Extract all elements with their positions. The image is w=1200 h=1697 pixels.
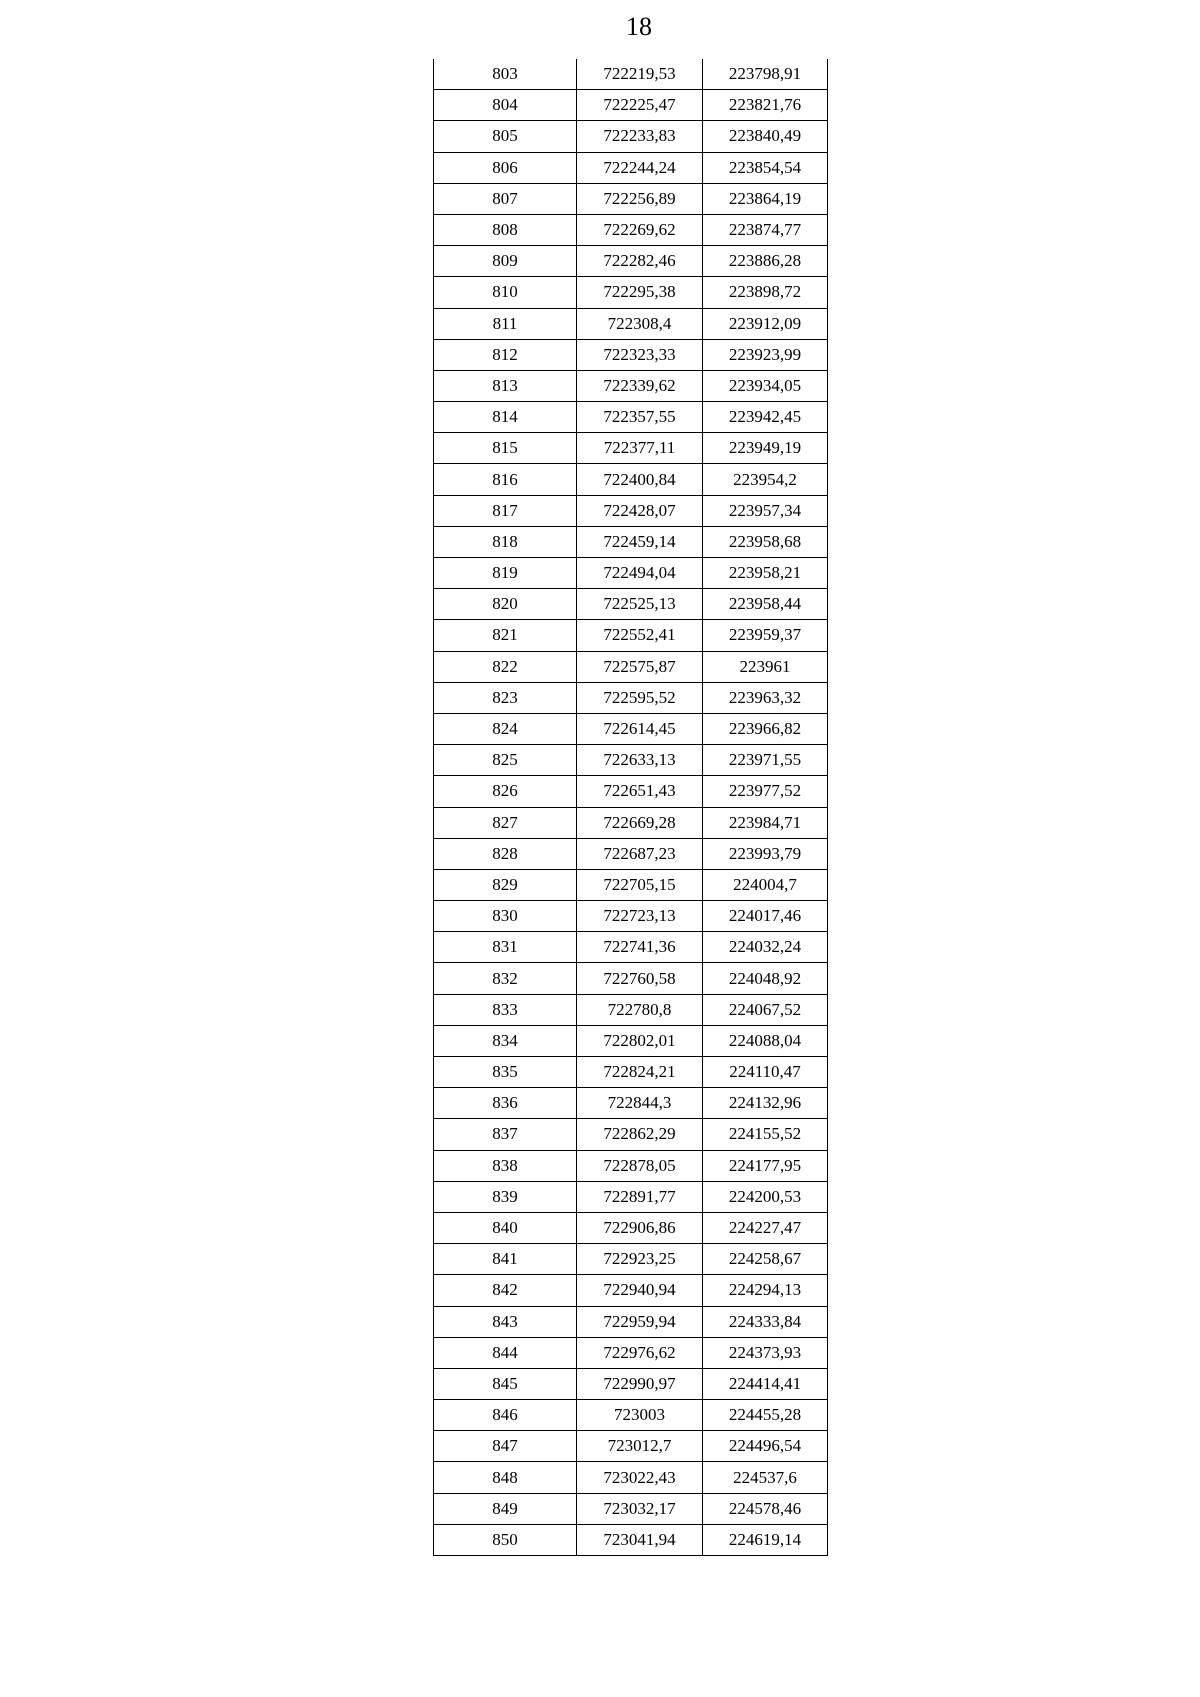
- x-coordinate-cell: 723012,7: [577, 1431, 703, 1462]
- x-coordinate-cell: 722723,13: [577, 901, 703, 932]
- page-number: 18: [626, 12, 652, 41]
- y-coordinate-cell: 224258,67: [703, 1244, 828, 1275]
- table-row: [434, 776, 828, 807]
- y-coordinate-cell: 224067,52: [703, 994, 828, 1025]
- coordinates-table-body: [434, 59, 828, 1556]
- x-coordinate-cell: 722428,07: [577, 495, 703, 526]
- point-number-cell: 828: [434, 838, 577, 869]
- y-coordinate-cell: 223977,52: [703, 776, 828, 807]
- y-coordinate-cell: 223942,45: [703, 402, 828, 433]
- x-coordinate-cell: 722891,77: [577, 1181, 703, 1212]
- point-number-cell: 814: [434, 402, 577, 433]
- y-coordinate-cell: 223958,68: [703, 526, 828, 557]
- point-number-cell: 825: [434, 745, 577, 776]
- y-coordinate-cell: 223958,44: [703, 589, 828, 620]
- y-coordinate-cell: 224110,47: [703, 1057, 828, 1088]
- y-coordinate-cell: 223898,72: [703, 277, 828, 308]
- y-coordinate-cell: 223966,82: [703, 713, 828, 744]
- point-number-cell: 824: [434, 713, 577, 744]
- point-number-cell: 834: [434, 1025, 577, 1056]
- y-coordinate-cell: 223874,77: [703, 214, 828, 245]
- y-coordinate-cell: 224200,53: [703, 1181, 828, 1212]
- y-coordinate-cell: 223971,55: [703, 745, 828, 776]
- point-number-cell: 844: [434, 1337, 577, 1368]
- table-row: [434, 495, 828, 526]
- point-number-cell: 820: [434, 589, 577, 620]
- y-coordinate-cell: 224132,96: [703, 1088, 828, 1119]
- table-row: [434, 90, 828, 121]
- x-coordinate-cell: 722633,13: [577, 745, 703, 776]
- y-coordinate-cell: 223958,21: [703, 558, 828, 589]
- y-coordinate-cell: 224414,41: [703, 1368, 828, 1399]
- table-row: [434, 121, 828, 152]
- y-coordinate-cell: 223934,05: [703, 370, 828, 401]
- x-coordinate-cell: 722976,62: [577, 1337, 703, 1368]
- point-number-cell: 829: [434, 869, 577, 900]
- y-coordinate-cell: 224032,24: [703, 932, 828, 963]
- point-number-cell: 823: [434, 682, 577, 713]
- point-number-cell: 842: [434, 1275, 577, 1306]
- x-coordinate-cell: 722295,38: [577, 277, 703, 308]
- point-number-cell: 812: [434, 339, 577, 370]
- point-number-cell: 815: [434, 433, 577, 464]
- x-coordinate-cell: 722862,29: [577, 1119, 703, 1150]
- table-row: [434, 339, 828, 370]
- table-row: [434, 1306, 828, 1337]
- y-coordinate-cell: 223961: [703, 651, 828, 682]
- y-coordinate-cell: 224017,46: [703, 901, 828, 932]
- x-coordinate-cell: 722614,45: [577, 713, 703, 744]
- x-coordinate-cell: 722323,33: [577, 339, 703, 370]
- table-row: [434, 620, 828, 651]
- point-number-cell: 808: [434, 214, 577, 245]
- y-coordinate-cell: 223840,49: [703, 121, 828, 152]
- table-row: [434, 433, 828, 464]
- y-coordinate-cell: 224155,52: [703, 1119, 828, 1150]
- table-row: [434, 963, 828, 994]
- table-row: [434, 745, 828, 776]
- y-coordinate-cell: 224048,92: [703, 963, 828, 994]
- x-coordinate-cell: 722225,47: [577, 90, 703, 121]
- point-number-cell: 835: [434, 1057, 577, 1088]
- y-coordinate-cell: 224294,13: [703, 1275, 828, 1306]
- table-row: [434, 1181, 828, 1212]
- table-row: [434, 59, 828, 90]
- point-number-cell: 843: [434, 1306, 577, 1337]
- table-row: [434, 1368, 828, 1399]
- point-number-cell: 807: [434, 183, 577, 214]
- x-coordinate-cell: 723022,43: [577, 1462, 703, 1493]
- table-row: [434, 1057, 828, 1088]
- point-number-cell: 818: [434, 526, 577, 557]
- table-row: [434, 526, 828, 557]
- coordinates-table: [433, 59, 828, 1556]
- x-coordinate-cell: 722256,89: [577, 183, 703, 214]
- table-row: [434, 589, 828, 620]
- point-number-cell: 850: [434, 1524, 577, 1555]
- point-number-cell: 833: [434, 994, 577, 1025]
- x-coordinate-cell: 723041,94: [577, 1524, 703, 1555]
- table-row: [434, 308, 828, 339]
- point-number-cell: 816: [434, 464, 577, 495]
- point-number-cell: 805: [434, 121, 577, 152]
- table-row: [434, 1088, 828, 1119]
- x-coordinate-cell: 722669,28: [577, 807, 703, 838]
- y-coordinate-cell: 223959,37: [703, 620, 828, 651]
- point-number-cell: 849: [434, 1493, 577, 1524]
- point-number-cell: 832: [434, 963, 577, 994]
- point-number-cell: 847: [434, 1431, 577, 1462]
- x-coordinate-cell: 722940,94: [577, 1275, 703, 1306]
- table-row: [434, 1212, 828, 1243]
- table-row: [434, 1244, 828, 1275]
- y-coordinate-cell: 223954,2: [703, 464, 828, 495]
- x-coordinate-cell: 722651,43: [577, 776, 703, 807]
- x-coordinate-cell: 722400,84: [577, 464, 703, 495]
- y-coordinate-cell: 223923,99: [703, 339, 828, 370]
- table-row: [434, 1400, 828, 1431]
- point-number-cell: 804: [434, 90, 577, 121]
- x-coordinate-cell: 722459,14: [577, 526, 703, 557]
- point-number-cell: 826: [434, 776, 577, 807]
- table-row: [434, 1337, 828, 1368]
- point-number-cell: 846: [434, 1400, 577, 1431]
- table-row: [434, 152, 828, 183]
- table-row: [434, 994, 828, 1025]
- point-number-cell: 813: [434, 370, 577, 401]
- y-coordinate-cell: 224177,95: [703, 1150, 828, 1181]
- point-number-cell: 848: [434, 1462, 577, 1493]
- x-coordinate-cell: 722219,53: [577, 59, 703, 90]
- x-coordinate-cell: 722705,15: [577, 869, 703, 900]
- x-coordinate-cell: 722552,41: [577, 620, 703, 651]
- point-number-cell: 803: [434, 59, 577, 90]
- y-coordinate-cell: 223886,28: [703, 246, 828, 277]
- table-row: [434, 1493, 828, 1524]
- table-row: [434, 370, 828, 401]
- table-row: [434, 402, 828, 433]
- y-coordinate-cell: 223984,71: [703, 807, 828, 838]
- table-row: [434, 807, 828, 838]
- point-number-cell: 837: [434, 1119, 577, 1150]
- y-coordinate-cell: 223864,19: [703, 183, 828, 214]
- y-coordinate-cell: 223821,76: [703, 90, 828, 121]
- y-coordinate-cell: 223993,79: [703, 838, 828, 869]
- y-coordinate-cell: 224333,84: [703, 1306, 828, 1337]
- table-row: [434, 464, 828, 495]
- y-coordinate-cell: 224227,47: [703, 1212, 828, 1243]
- point-number-cell: 817: [434, 495, 577, 526]
- x-coordinate-cell: 722339,62: [577, 370, 703, 401]
- y-coordinate-cell: 224004,7: [703, 869, 828, 900]
- x-coordinate-cell: 722525,13: [577, 589, 703, 620]
- x-coordinate-cell: 722494,04: [577, 558, 703, 589]
- table-row: [434, 183, 828, 214]
- y-coordinate-cell: 223798,91: [703, 59, 828, 90]
- table-row: [434, 1462, 828, 1493]
- x-coordinate-cell: 722687,23: [577, 838, 703, 869]
- point-number-cell: 806: [434, 152, 577, 183]
- table-row: [434, 838, 828, 869]
- x-coordinate-cell: 722575,87: [577, 651, 703, 682]
- x-coordinate-cell: 722878,05: [577, 1150, 703, 1181]
- point-number-cell: 841: [434, 1244, 577, 1275]
- y-coordinate-cell: 224088,04: [703, 1025, 828, 1056]
- table-row: [434, 1119, 828, 1150]
- point-number-cell: 836: [434, 1088, 577, 1119]
- y-coordinate-cell: 223963,32: [703, 682, 828, 713]
- table-row: [434, 682, 828, 713]
- x-coordinate-cell: 723003: [577, 1400, 703, 1431]
- table-row: [434, 1150, 828, 1181]
- table-row: [434, 713, 828, 744]
- point-number-cell: 810: [434, 277, 577, 308]
- point-number-cell: 839: [434, 1181, 577, 1212]
- point-number-cell: 838: [434, 1150, 577, 1181]
- x-coordinate-cell: 722923,25: [577, 1244, 703, 1275]
- x-coordinate-cell: 722244,24: [577, 152, 703, 183]
- table-row: [434, 651, 828, 682]
- x-coordinate-cell: 722906,86: [577, 1212, 703, 1243]
- y-coordinate-cell: 224455,28: [703, 1400, 828, 1431]
- point-number-cell: 845: [434, 1368, 577, 1399]
- y-coordinate-cell: 224619,14: [703, 1524, 828, 1555]
- x-coordinate-cell: 722990,97: [577, 1368, 703, 1399]
- y-coordinate-cell: 224537,6: [703, 1462, 828, 1493]
- y-coordinate-cell: 223957,34: [703, 495, 828, 526]
- point-number-cell: 821: [434, 620, 577, 651]
- point-number-cell: 819: [434, 558, 577, 589]
- point-number-cell: 830: [434, 901, 577, 932]
- x-coordinate-cell: 722824,21: [577, 1057, 703, 1088]
- x-coordinate-cell: 722844,3: [577, 1088, 703, 1119]
- x-coordinate-cell: 722282,46: [577, 246, 703, 277]
- y-coordinate-cell: 223949,19: [703, 433, 828, 464]
- table-row: [434, 1025, 828, 1056]
- point-number-cell: 809: [434, 246, 577, 277]
- point-number-cell: 831: [434, 932, 577, 963]
- x-coordinate-cell: 722802,01: [577, 1025, 703, 1056]
- table-row: [434, 558, 828, 589]
- x-coordinate-cell: 722595,52: [577, 682, 703, 713]
- y-coordinate-cell: 224373,93: [703, 1337, 828, 1368]
- table-row: [434, 214, 828, 245]
- y-coordinate-cell: 224578,46: [703, 1493, 828, 1524]
- point-number-cell: 840: [434, 1212, 577, 1243]
- x-coordinate-cell: 722741,36: [577, 932, 703, 963]
- y-coordinate-cell: 223854,54: [703, 152, 828, 183]
- x-coordinate-cell: 722377,11: [577, 433, 703, 464]
- table-row: [434, 1275, 828, 1306]
- x-coordinate-cell: 722308,4: [577, 308, 703, 339]
- table-row: [434, 901, 828, 932]
- x-coordinate-cell: 722959,94: [577, 1306, 703, 1337]
- x-coordinate-cell: 722760,58: [577, 963, 703, 994]
- table-row: [434, 932, 828, 963]
- table-row: [434, 1524, 828, 1555]
- table-row: [434, 1431, 828, 1462]
- point-number-cell: 822: [434, 651, 577, 682]
- point-number-cell: 827: [434, 807, 577, 838]
- table-row: [434, 246, 828, 277]
- x-coordinate-cell: 722269,62: [577, 214, 703, 245]
- x-coordinate-cell: 722780,8: [577, 994, 703, 1025]
- x-coordinate-cell: 722357,55: [577, 402, 703, 433]
- y-coordinate-cell: 223912,09: [703, 308, 828, 339]
- x-coordinate-cell: 723032,17: [577, 1493, 703, 1524]
- point-number-cell: 811: [434, 308, 577, 339]
- table-row: [434, 869, 828, 900]
- x-coordinate-cell: 722233,83: [577, 121, 703, 152]
- table-row: [434, 277, 828, 308]
- y-coordinate-cell: 224496,54: [703, 1431, 828, 1462]
